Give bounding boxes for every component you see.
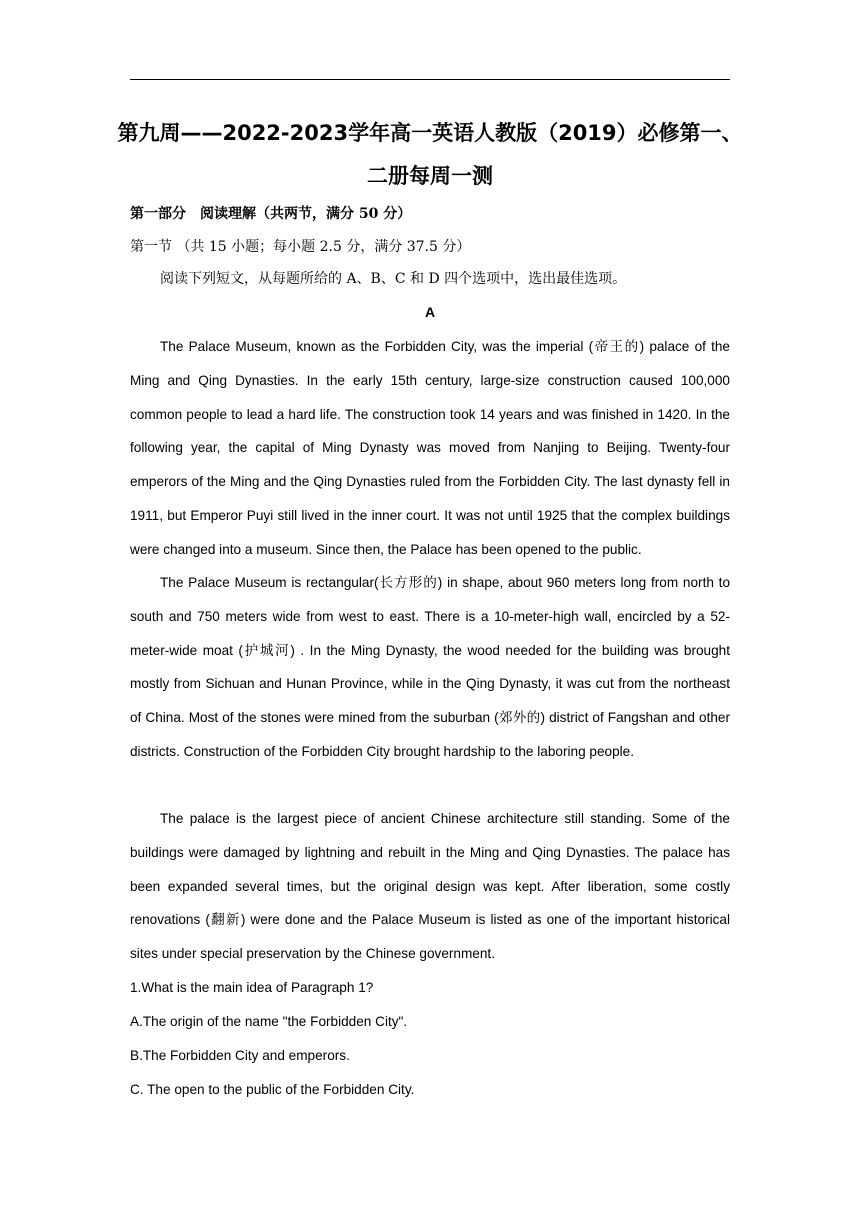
document-title-line-1: 第九周——2022-2023学年高一英语人教版（2019）必修第一、	[117, 121, 743, 145]
passage-paragraph-3: The palace is the largest piece of ancient Chinese architecture still standing. Some of the buildings were damaged by lightning and rebuilt in the Ming and Qing Dynasties. The palace has been expanded several times, but the original design was kept. After liberation, some costly renovations (翻新) were done and the Palace Museum is listed as one of the important historical sites under special preservation by the Chinese government.	[130, 811, 730, 962]
question-option-a: A.The origin of the name "the Forbidden City".	[130, 1014, 408, 1029]
question-option-b: B.The Forbidden City and emperors.	[130, 1048, 350, 1063]
passage-paragraph-1: The Palace Museum, known as the Forbidden City, was the imperial (帝王的) palace of the Ming and Qing Dynasties. In the early 15th century, large-size construction caused 100,000 common people to lead a hard life. The construction took 14 years and was finished in 1420. In the following year, the capital of Ming Dynasty was moved from Nanjing to Beijing. Twenty-four emperors of the Ming and the Qing Dynasties ruled from the Forbidden City. The last dynasty fell in 1911, but Emperor Puyi still lived in the inner court. It was not until 1925 that the complex buildings were changed into a museum. Since then, the Palace has been opened to the public.	[130, 339, 730, 557]
part-heading: 第一部分 阅读理解（共两节，满分 50 分）	[130, 206, 412, 222]
passage-label: A	[424, 304, 436, 320]
document-title-line-2: 二册每周一测	[367, 164, 493, 188]
question-option-c: C. The open to the public of the Forbidden City.	[130, 1082, 415, 1097]
subsection-heading: 第一节 （共 15 小题；每小题 2.5 分，满分 37.5 分）	[130, 239, 471, 255]
passage-paragraph-2: The Palace Museum is rectangular(长方形的) in shape, about 960 meters long from north to south and 750 meters wide from west to east. There is a 10-meter-high wall, encircled by a 52-meter-wide moat (护城河) . In the Ming Dynasty, the wood needed for the building was brought mostly from Sichuan and Hunan Province, while in the Qing Dynasty, it was cut from the northeast of China. Most of the stones were mined from the suburban (郊外的) district of Fangshan and other districts. Construction of the Forbidden City brought hardship to the laboring people.	[130, 575, 730, 759]
header-rule	[130, 79, 730, 80]
reading-instructions: 阅读下列短文，从每题所给的 A、B、C 和 D 四个选项中，选出最佳选项。	[160, 271, 627, 287]
question-stem: 1.What is the main idea of Paragraph 1?	[130, 980, 374, 995]
